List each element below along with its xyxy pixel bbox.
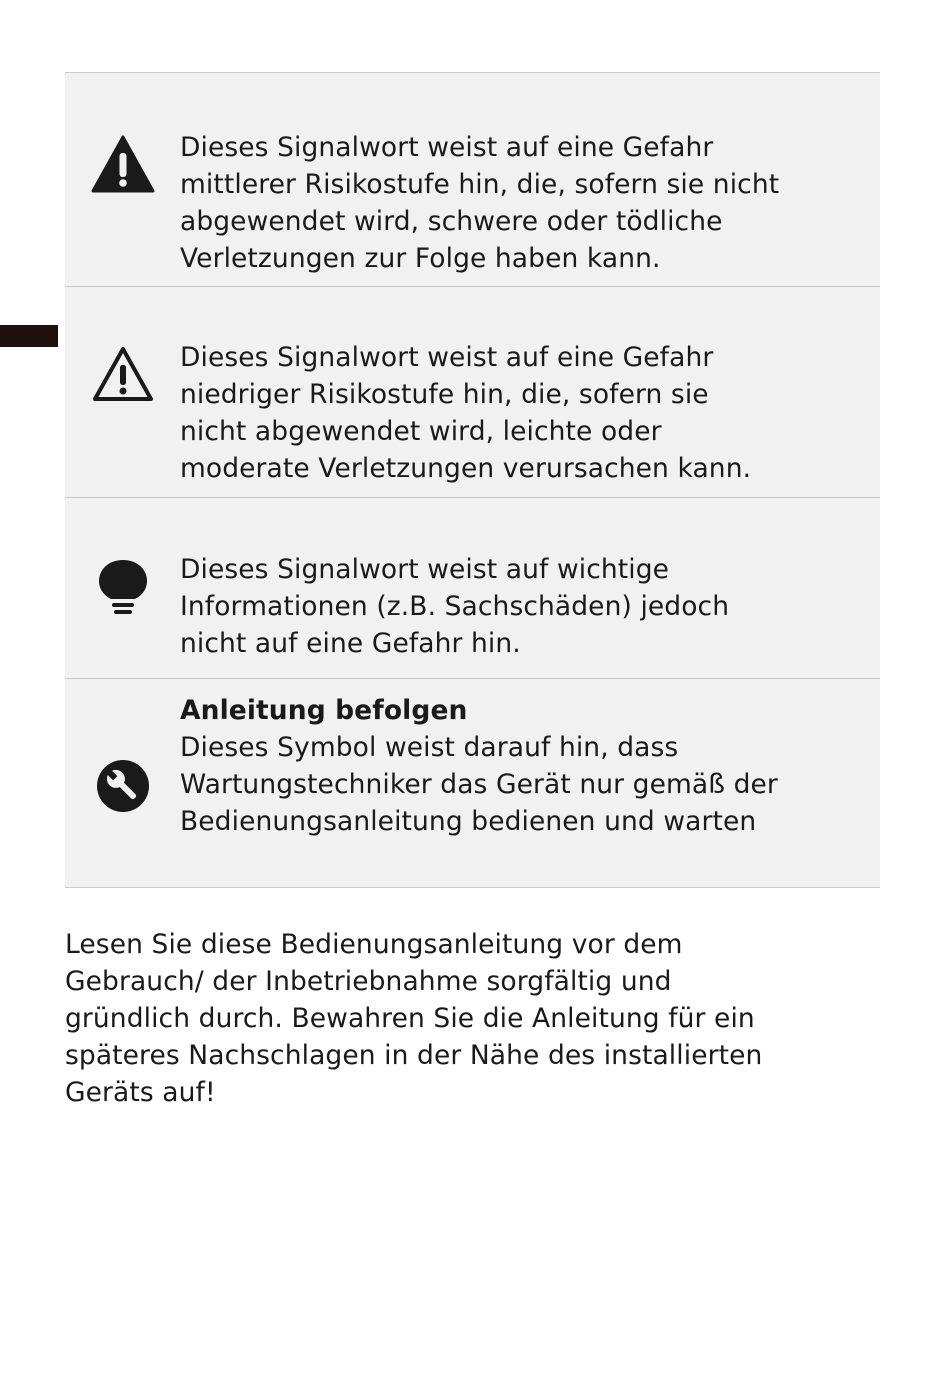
text-line: nicht abgewendet wird, leichte oder <box>180 416 662 447</box>
section-marker-tab <box>0 325 58 347</box>
text-line: niedriger Risikostufe hin, die, sofern sie <box>180 379 709 410</box>
text-line: Verletzungen zur Folge haben kann. <box>180 243 661 274</box>
text-line: nicht auf eine Gefahr hin. <box>180 628 521 659</box>
text-line: Dieses Signalwort weist auf eine Gefahr <box>180 342 714 373</box>
text-line: Informationen (z.B. Sachschäden) jedoch <box>180 591 730 622</box>
notice-row <box>65 498 880 679</box>
instruction-row <box>65 679 880 887</box>
text-line: abgewendet wird, schwere oder tödliche <box>180 206 723 237</box>
lightbulb-icon <box>91 554 155 618</box>
text-line: Dieses Signalwort weist auf eine Gefahr <box>180 132 714 163</box>
instruction-description <box>180 692 860 840</box>
text-line: Wartungstechniker das Gerät nur gemäß der <box>180 769 778 800</box>
text-line: Dieses Signalwort weist auf wichtige <box>180 554 670 585</box>
text-line: Geräts auf! <box>65 1077 216 1108</box>
text-line: Lesen Sie diese Bedienungsanleitung vor dem <box>65 929 683 960</box>
text-line: gründlich durch. Bewahren Sie die Anleitung für ein <box>65 1003 755 1034</box>
text-line: Bedienungsanleitung bedienen und warten <box>180 806 757 837</box>
warning-row <box>65 73 880 287</box>
text-line: Dieses Symbol weist darauf hin, dass <box>180 732 679 763</box>
notice-description <box>180 551 860 662</box>
text-line: moderate Verletzungen verursachen kann. <box>180 453 752 484</box>
warning-filled-icon <box>91 133 155 197</box>
wrench-icon <box>91 754 155 818</box>
caution-description <box>180 339 860 487</box>
caution-outline-icon <box>91 343 155 407</box>
instruction-title: Anleitung befolgen <box>180 695 468 726</box>
reading-notice-paragraph <box>65 926 895 1111</box>
text-line: mittlerer Risikostufe hin, die, sofern sie nicht <box>180 169 780 200</box>
caution-row <box>65 287 880 498</box>
safety-symbols-table <box>65 72 880 888</box>
text-line: Gebrauch/ der Inbetriebnahme sorgfältig und <box>65 966 672 997</box>
warning-description <box>180 129 860 277</box>
text-line: späteres Nachschlagen in der Nähe des installierten <box>65 1040 763 1071</box>
